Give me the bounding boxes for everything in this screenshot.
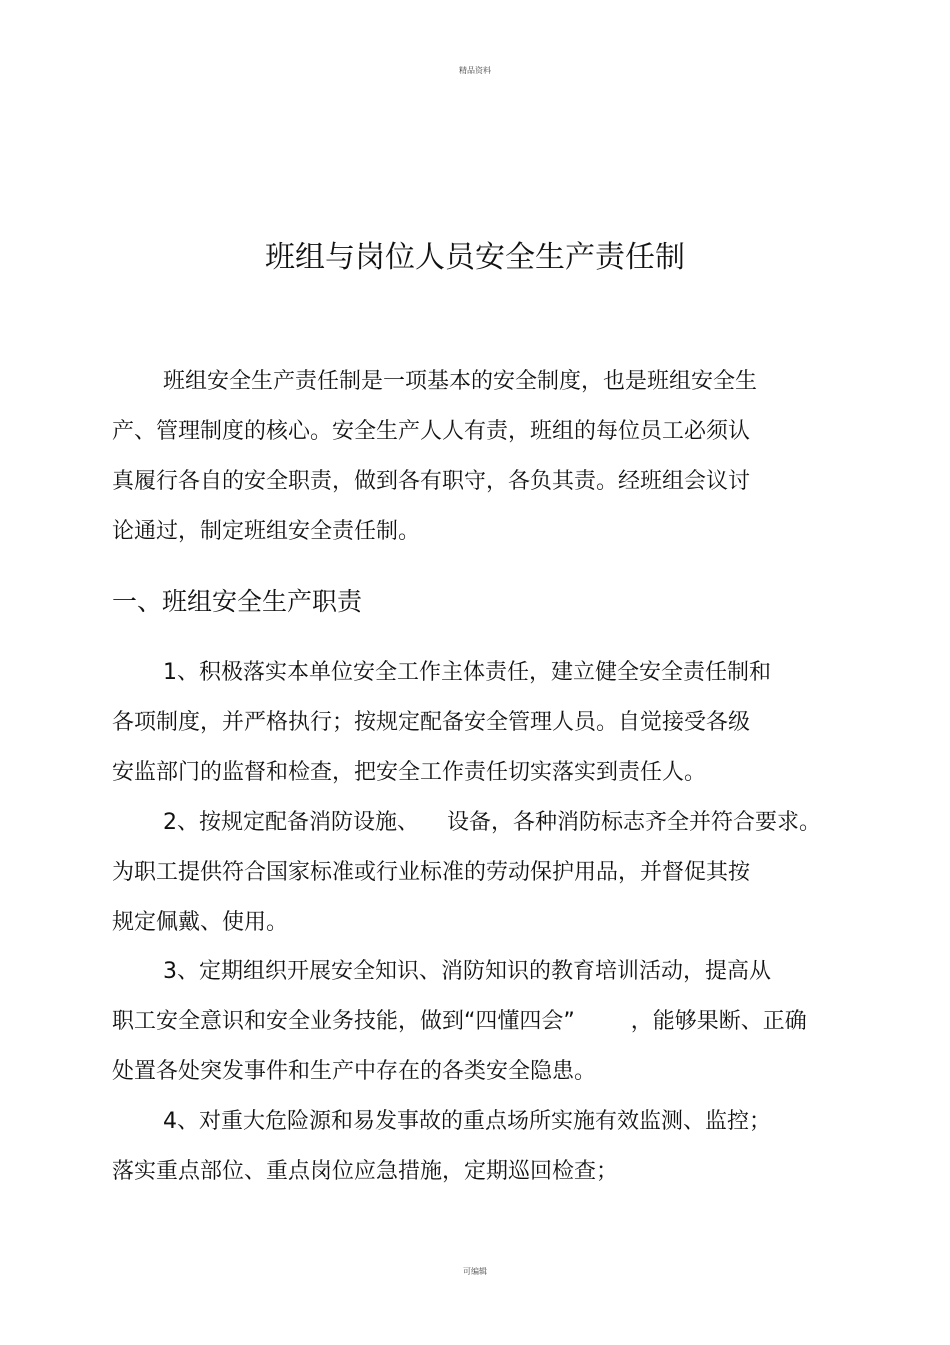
item-3-paragraph: [112, 947, 807, 1097]
item-line: 为职工提供符合国家标准或行业标准的劳动保护用品，并督促其按: [112, 860, 751, 885]
intro-line: 班组安全生产责任制是一项基本的安全制度，也是班组安全生: [163, 369, 758, 394]
section-heading: 一、班组安全生产职责: [112, 587, 363, 616]
item-line: 1、积极落实本单位安全工作主体责任，建立健全安全责任制和: [163, 660, 771, 685]
item-1-paragraph: [112, 648, 771, 798]
item-line: 落实重点部位、重点岗位应急措施，定期巡回检查；: [112, 1159, 619, 1184]
document-title: 班组与岗位人员安全生产责任制: [265, 240, 685, 275]
item-line: 职工安全意识和安全业务技能，做到“四懂四会” ，能够果断、正确: [112, 1009, 807, 1034]
intro-line: 论通过，制定班组安全责任制。: [112, 519, 421, 544]
intro-line: 真履行各自的安全职责，做到各有职守，各负其责。经班组会议讨: [112, 469, 751, 494]
footer-mark: 可编辑: [463, 1267, 487, 1276]
item-line: 规定佩戴、使用。: [112, 910, 289, 935]
intro-line: 产、管理制度的核心。安全生产人人有责，班组的每位员工必须认: [112, 419, 751, 444]
item-line: 处置各处突发事件和生产中存在的各类安全隐患。: [112, 1059, 597, 1084]
item-line: 4、对重大危险源和易发事故的重点场所实施有效监测、监控；: [163, 1109, 771, 1134]
header-mark: 精品资料: [459, 66, 491, 75]
item-4-paragraph: [112, 1097, 771, 1197]
intro-paragraph: [112, 357, 757, 557]
item-line: 2、按规定配备消防设施、 设备，各种消防标志齐全并符合要求。: [163, 810, 821, 835]
item-line: 各项制度，并严格执行；按规定配备安全管理人员。自觉接受各级: [112, 710, 751, 735]
item-2-paragraph: [112, 798, 821, 948]
item-line: 3、定期组织开展安全知识、消防知识的教育培训活动，提高从: [163, 959, 771, 984]
item-line: 安监部门的监督和检查，把安全工作责任切实落实到责任人。: [112, 760, 707, 785]
